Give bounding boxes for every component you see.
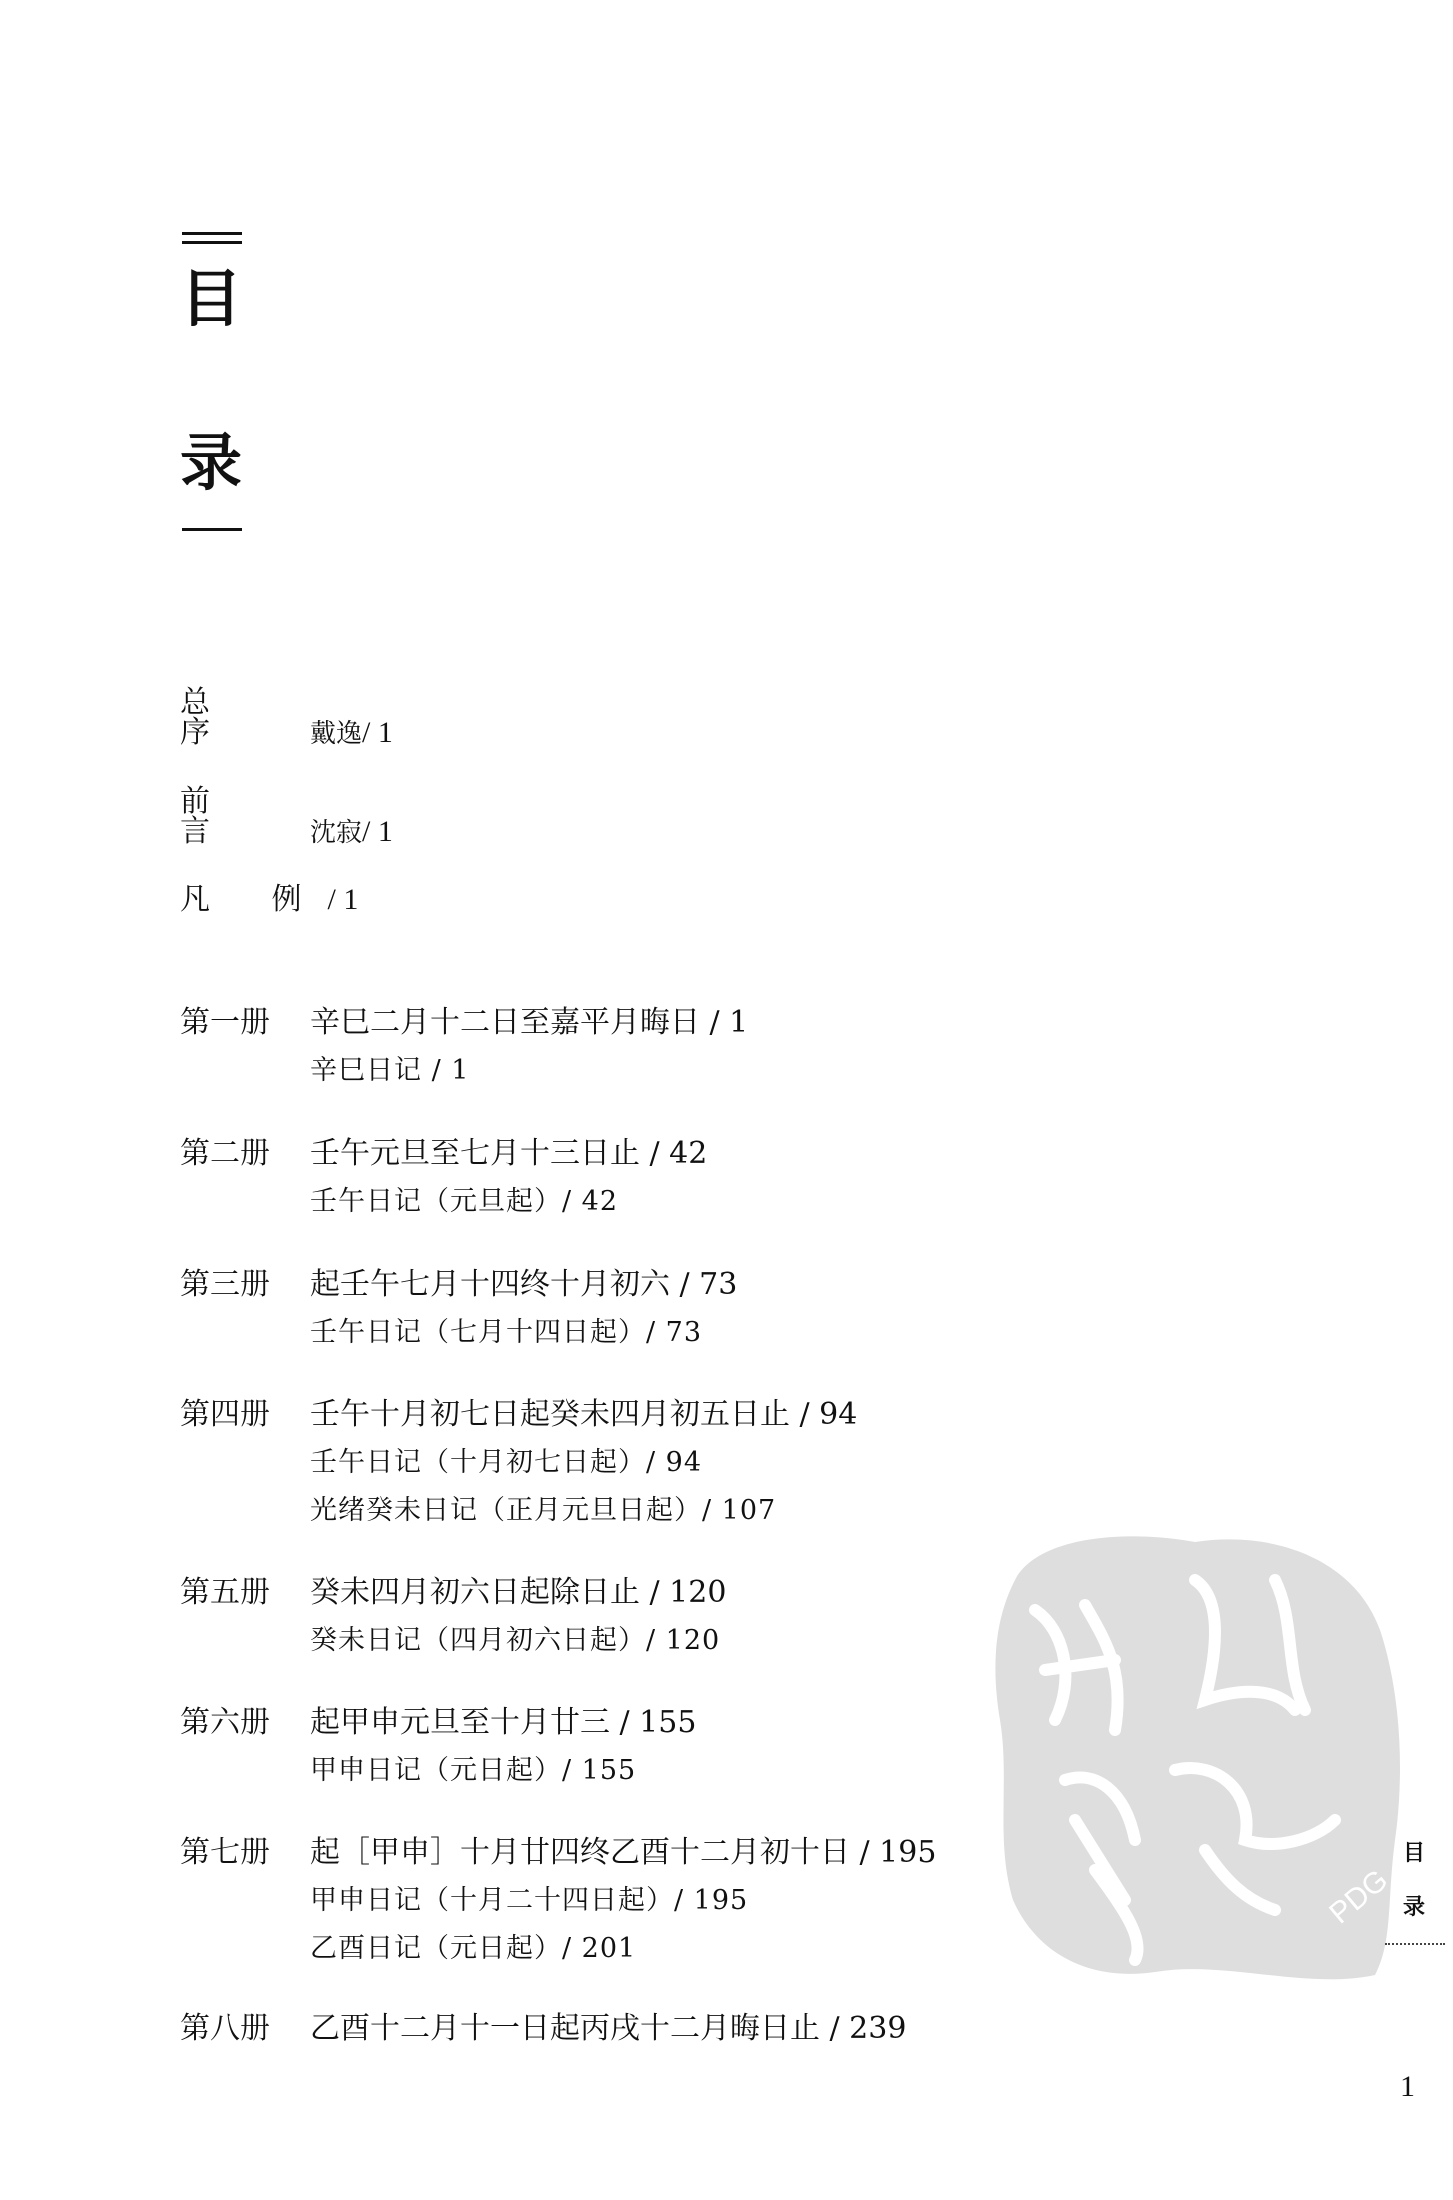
volume-label: 第六册 [180,1705,270,1740]
volume-title: 起甲申元旦至十月廿三 / 155 [310,1705,697,1740]
page-number: 1 [1400,2070,1415,2103]
volume-entry: 壬午日记（元旦起）/ 42 [310,1186,619,1217]
volume-7 [180,1829,936,1973]
heading-char-mu: 目 [180,262,243,335]
front-item-author: 戴逸 [310,719,363,749]
front-item-label: 凡 例 [180,882,328,917]
volume-title: 起壬午七月十四终十月初六 / 73 [310,1267,738,1302]
volume-entry: 壬午日记（七月十四日起）/ 73 [310,1317,703,1348]
volume-title: 起［甲申］十月廿四终乙酉十二月初十日 / 195 [310,1835,937,1870]
front-item-page: / 1 [327,883,359,916]
volume-label: 第五册 [180,1575,270,1610]
side-mark-mu: 目 [1403,1840,1426,1866]
volume-8 [180,2005,906,2053]
volume-1 [180,999,748,1095]
volume-label: 第一册 [180,1005,270,1040]
front-item-author: 沈寂 [310,818,363,848]
volume-title: 乙酉十二月十一日起丙戌十二月晦日止 / 239 [310,2011,907,2046]
heading-char-lu: 录 [180,426,243,499]
front-item-conventions [180,882,359,917]
library-seal-watermark [975,1520,1415,1990]
seal-watermark-text: PDG [1323,1863,1395,1931]
volume-5 [180,1569,726,1665]
heading-rule-bottom [182,528,242,531]
front-item-preface-general [180,685,393,750]
volume-entry: 辛巳日记 / 1 [310,1055,470,1086]
side-mark-lu: 录 [1403,1894,1426,1920]
volume-4 [180,1391,857,1535]
volume-title: 辛巳二月十二日至嘉平月晦日 / 1 [310,1005,749,1040]
volume-label: 第四册 [180,1397,270,1432]
volume-entry: 光绪癸未日记（正月元旦日起）/ 107 [310,1495,777,1526]
volume-label: 第二册 [180,1136,270,1171]
volume-entry: 甲申日记（元日起）/ 155 [310,1755,637,1786]
front-item-page: / 1 [362,815,393,848]
volume-label: 第八册 [180,2011,270,2046]
volume-label: 第三册 [180,1267,270,1302]
volume-label: 第七册 [180,1835,270,1870]
heading-rule-top-2 [182,241,242,244]
front-item-label: 总 序 [180,685,236,750]
front-item-label: 前 言 [180,784,236,849]
side-dotted-rule [1385,1943,1445,1945]
volume-entry: 壬午日记（十月初七日起）/ 94 [310,1447,703,1478]
volume-3 [180,1261,737,1357]
volume-title: 壬午十月初七日起癸未四月初五日止 / 94 [310,1397,858,1432]
heading-rule-top-1 [182,232,242,235]
front-item-foreword [180,784,393,849]
volume-entry: 乙酉日记（元日起）/ 201 [310,1933,637,1964]
volume-title: 壬午元旦至七月十三日止 / 42 [310,1136,708,1171]
volume-title: 癸未四月初六日起除日止 / 120 [310,1575,727,1610]
volume-2 [180,1130,707,1226]
volume-6 [180,1699,696,1795]
volume-entry: 癸未日记（四月初六日起）/ 120 [310,1625,721,1656]
volume-entry: 甲申日记（十月二十四日起）/ 195 [310,1885,749,1916]
front-item-page: / 1 [362,716,393,749]
